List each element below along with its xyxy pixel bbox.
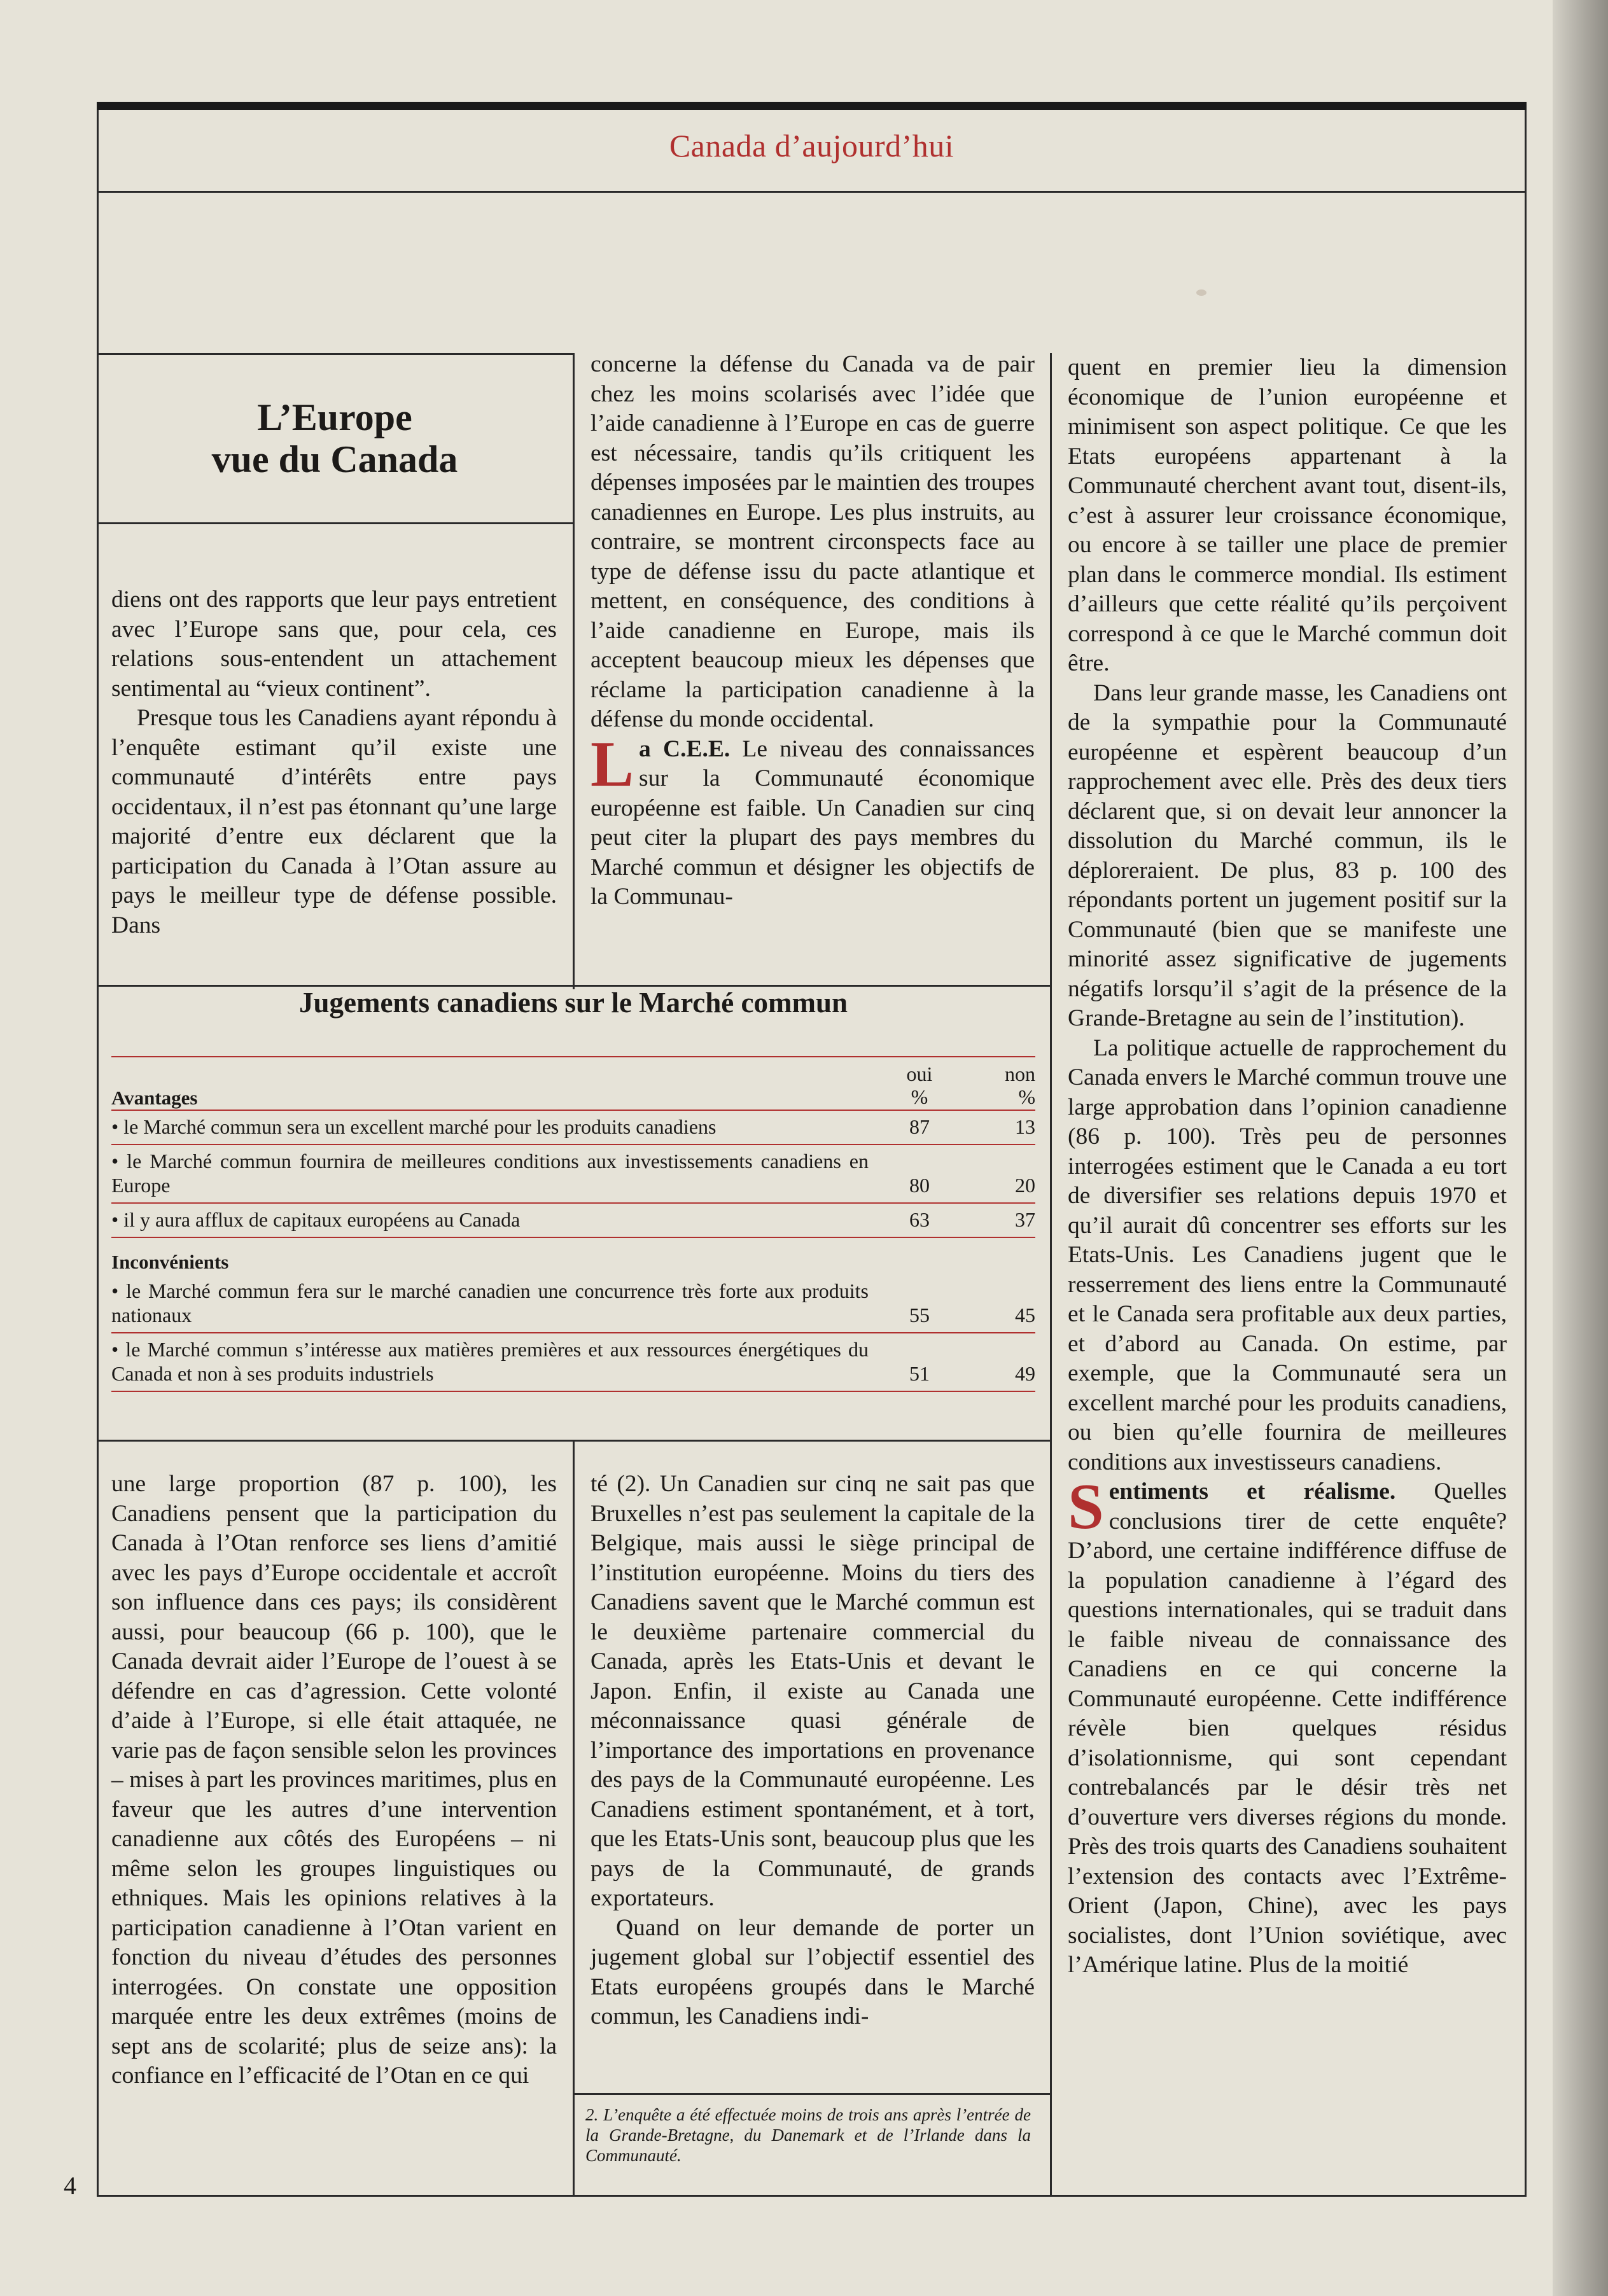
column-1-bottom	[111, 1470, 557, 2091]
table-title: Jugements canadiens sur le Marché commun	[298, 987, 848, 1019]
table-row	[111, 1110, 1035, 1144]
masthead-rule	[97, 191, 1527, 193]
article-title	[97, 355, 573, 480]
title-line-1: L’Europe	[257, 396, 412, 438]
row-oui: 87	[909, 1115, 930, 1138]
col-non-unit: %	[1018, 1085, 1035, 1108]
table-row	[111, 1202, 1035, 1237]
column-2-top	[591, 350, 1035, 912]
drop-cap-l: L	[591, 728, 634, 800]
paragraph: quent en premier lieu la dimension économique de l’union européenne et minimisent son aspect politique. Ce que les Etats européens appartenant à la Communauté cherchent avant tout, disent-ils, c’est à assurer leur croissance économique, ou encore à se tailler une place de premier plan dans le commerce mondial. Ils estiment d’ailleurs que cette réalité qu’ils perçoivent correspond à ce que le Marché commun doit être.	[1068, 354, 1507, 676]
paragraph: concerne la défense du Canada va de pair chez les moins scolarisés avec l’idée que l’aide canadienne à l’Europe en cas de guerre est nécessaire, tandis qu’ils critiquent les dépenses imposées par le maintien des troupes canadiennes en Europe. Les plus instruits, au contraire, se montrent circonspects face au type de défense issu du pacte atlantique et mettent, en conséquence, des conditions à l’aide canadienne en Europe, mais ils acceptent beaucoup mieux les dépenses que réclame la participation canadienne à la défense du monde occidental.	[591, 351, 1035, 732]
paragraph: diens ont des rapports que leur pays entretient avec l’Europe sans que, pour cela, ces relations sous-entendent un attachement sentimental au “vieux continent”.	[111, 587, 557, 702]
subhead-cee: a C.E.E.	[639, 735, 731, 762]
column-2-bottom	[591, 1470, 1035, 2032]
page-edge-shadow	[1553, 0, 1608, 2296]
table-row	[111, 1144, 1035, 1202]
row-label: • le Marché commun fournira de meilleures conditions aux investissements canadiens en Europe	[111, 1150, 869, 1197]
section-inconvenients: Inconvénients	[111, 1237, 1035, 1275]
column-divider-2	[1050, 353, 1052, 2197]
paragraph: Quand on leur demande de porter un jugement global sur l’objectif essentiel des Etats européens groupés dans le Marché commun, les Canadiens indi-	[591, 1914, 1035, 2029]
survey-table	[111, 986, 1035, 1392]
subhead-sentiments: entiments et réalisme.	[1108, 1478, 1396, 1505]
row-label: • il y aura afflux de capitaux européens au Canada	[111, 1208, 521, 1231]
table-row	[111, 1332, 1035, 1391]
page-number: 4	[64, 2171, 76, 2200]
table-bottom-rule	[97, 1440, 1051, 1442]
row-label: • le Marché commun sera un excellent marché pour les produits canadiens	[111, 1115, 717, 1138]
paragraph: Presque tous les Canadiens ayant répondu à l’enquête estimant qu’il existe une communauté d’intérêts entre pays occidentaux, il n’est pas étonnant qu’une large majorité d’entre eux déclarent que la participation du Canada à l’Otan assure au pays le meilleur type de défense possible. Dans	[111, 705, 557, 938]
footnote: 2. L’enquête a été effectuée moins de trois ans après l’entrée de la Grande-Bretagne, du Danemark et de l’Irlande dans la Communauté.	[585, 2105, 1031, 2165]
row-non: 13	[1015, 1115, 1035, 1138]
table-end-rule	[111, 1391, 1035, 1392]
frame-right	[1525, 110, 1527, 2197]
footnote-rule	[573, 2093, 1051, 2095]
row-non: 45	[1015, 1304, 1035, 1326]
page-bottom-rule	[97, 2195, 1527, 2197]
title-line-2: vue du Canada	[211, 438, 458, 480]
col-oui: oui	[906, 1062, 933, 1085]
row-label: • le Marché commun s’intéresse aux matières premières et aux ressources énergétiques du Canada et non à ses produits industriels	[111, 1338, 869, 1385]
row-label: • le Marché commun fera sur le marché canadien une concurrence très forte aux produits nationaux	[111, 1279, 869, 1326]
table-row	[111, 1275, 1035, 1332]
column-3	[1068, 353, 1507, 1980]
paragraph-cee	[591, 728, 1035, 912]
paragraph-sentiments	[1068, 1471, 1507, 1980]
section-avantages: Avantages	[111, 1087, 198, 1109]
row-oui: 63	[909, 1208, 930, 1231]
masthead-title: Canada d’aujourd’hui	[669, 128, 954, 164]
paragraph: té (2). Un Canadien sur cinq ne sait pas que Bruxelles n’est pas seulement la capitale de la Belgique, mais aussi le siège principal de l’institution européenne. Moins du tiers des Canadiens savent que le Marché commun est le deuxième partenaire commercial du Canada, après les Etats-Unis et devant le Japon. Enfin, il existe au Canada une méconnaissance quasi générale de l’importance des importations en provenance des pays de la Communauté européenne. Les Canadiens estiment spontanément, et à tort, que les Etats-Unis sont, beaucoup plus que les pays de la Communauté, de grands exportateurs.	[591, 1471, 1035, 1911]
paragraph-cee-text: Le niveau des connaissances sur la Communauté économique européenne est faible. Un Canadien sur cinq peut citer la plupart des pays membres du Marché commun et désigner les objectifs de la Communau-	[591, 735, 1035, 910]
column-divider-1b	[573, 1441, 575, 2197]
top-rule	[97, 102, 1527, 110]
speck	[1196, 289, 1206, 296]
article-title-box	[97, 353, 573, 524]
row-non: 37	[1015, 1208, 1035, 1231]
paragraph-sentiments-text: Quelles conclusions tirer de cette enquête? D’abord, une certaine indifférence diffuse de la population canadienne à l’égard des questions internationales, qui se traduit dans le faible niveau de connaissance des Canadiens en ce qui concerne la Communauté européenne. Cette indifférence révèle bien quelques résidus d’isolationnisme, qui sont cependant contrebalancés par le désir très net d’ouverture vers diverses régions du monde. Près des trois quarts des Canadiens souhaitent l’extension des contacts avec l’Extrême-Orient (Japon, Chine), avec les pays socialistes, dont l’Union soviétique, avec l’Amérique latine. Plus de la moitié	[1068, 1478, 1507, 1978]
paragraph: une large proportion (87 p. 100), les Canadiens pensent que la participation du Canada à l’Otan renforce ses liens d’amitié avec les pays d’Europe occidentale et accroît son influence dans ces pays; ils considèrent aussi, pour beaucoup (66 p. 100), que le Canada devrait aider l’Europe de l’ouest à se défendre en cas d’agression. Cette volonté d’aide à l’Europe, si elle était attaquée, ne varie pas de façon sensible selon les provinces – mises à part les provinces maritimes, plus en faveur que les autres d’une intervention canadienne aux côtés des Européens – ni même selon les groupes linguistiques ou ethniques. Mais les opinions relatives à la participation canadienne à l’Otan varient en fonction du niveau d’études des personnes interrogées. On constate une opposition marquée entre les deux extrêmes (moins de sept ans de scolarité; plus de seize ans): la confiance en l’efficacité de l’Otan en ce qui	[111, 1471, 557, 2089]
paragraph: La politique actuelle de rapprochement du Canada envers le Marché commun trouve une large approbation dans l’opinion canadienne (86 p. 100). Très peu de personnes interrogées estiment que le Canada a eu tort de diversifier ses relations depuis 1970 et qu’il aurait dû concentrer ses efforts sur les Etats-Unis. Les Canadiens jugent que le resserrement des liens entre la Communauté et le Canada sera profitable aux deux parties, et d’abord au Canada. On estime, par exemple, que la Communauté sera un excellent marché pour les produits canadiens, ou bien qu’elle fournira de meilleures conditions aux investisseurs canadiens.	[1068, 1034, 1507, 1475]
paragraph: Dans leur grande masse, les Canadiens ont de la sympathie pour la Communauté européenne et espèrent beaucoup d’un rapprochement avec elle. Près des deux tiers déclarent que, si on devait leur annoncer la dissolution du Marché commun, ils le déploreraient. De plus, 83 p. 100 des répondants portent un jugement positif sur la Communauté (bien que se manifeste une minorité assez significative de jugements négatifs lorsqu’il s’agit de la présence de la Grande-Bretagne au sein de l’institution).	[1068, 679, 1507, 1031]
column-divider-1	[573, 353, 575, 989]
row-oui: 80	[909, 1174, 930, 1197]
column-1-top	[111, 585, 557, 940]
row-non: 49	[1015, 1362, 1035, 1385]
col-oui-unit: %	[911, 1085, 928, 1108]
row-non: 20	[1015, 1174, 1035, 1197]
row-oui: 55	[909, 1304, 930, 1326]
col-non: non	[1005, 1062, 1035, 1085]
drop-cap-s: S	[1068, 1471, 1104, 1543]
row-oui: 51	[909, 1362, 930, 1385]
table-header	[111, 1057, 1035, 1110]
